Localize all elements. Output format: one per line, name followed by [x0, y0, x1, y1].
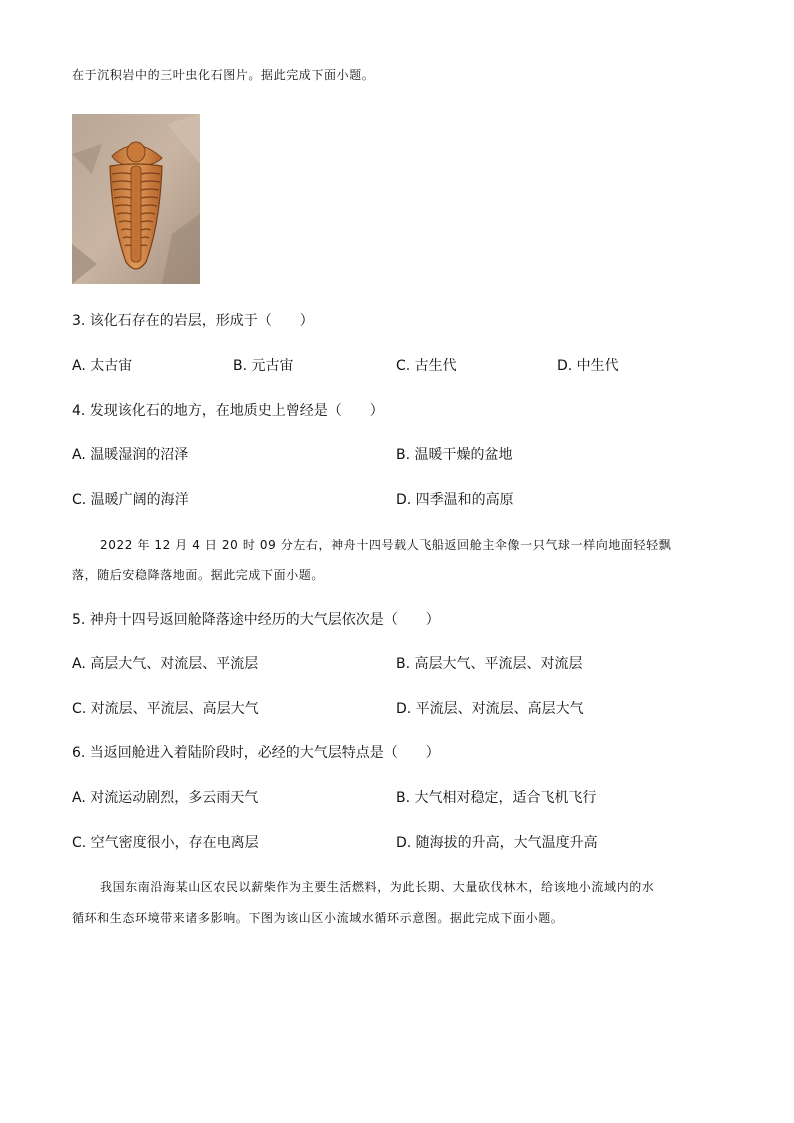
question-6-option-a: A. 对流运动剧烈，多云雨天气	[72, 790, 259, 806]
passage-3-line-2: 循环和生态环境带来诸多影响。下图为该山区小流域水循环示意图。据此完成下面小题。	[72, 911, 564, 925]
question-6-option-d: D. 随海拔的升高，大气温度升高	[396, 835, 598, 851]
question-4-stem: 4. 发现该化石的地方，在地质史上曾经是（ ）	[72, 403, 384, 419]
trilobite-fossil-image	[72, 114, 200, 284]
passage-2-line-1: 2022 年 12 月 4 日 20 时 09 分左右，神舟十四号载人飞船返回舱主伞像一只气球一样向地面轻轻飘	[100, 538, 672, 552]
question-3-option-c: C. 古生代	[396, 358, 457, 374]
question-6-option-c: C. 空气密度很小，存在电离层	[72, 835, 259, 851]
question-6-option-b: B. 大气相对稳定，适合飞机飞行	[396, 790, 597, 806]
passage-3-line-1: 我国东南沿海某山区农民以薪柴作为主要生活燃料，为此长期、大量砍伐林木，给该地小流域内的水	[100, 880, 655, 894]
intro-text: 在于沉积岩中的三叶虫化石图片。据此完成下面小题。	[72, 68, 375, 82]
question-3-option-b: B. 元古宙	[233, 358, 294, 374]
question-4-option-b: B. 温暖干燥的盆地	[396, 447, 513, 463]
question-5-option-d: D. 平流层、对流层、高层大气	[396, 701, 584, 717]
question-4-option-a: A. 温暖湿润的沼泽	[72, 447, 189, 463]
question-5-option-b: B. 高层大气、平流层、对流层	[396, 656, 583, 672]
question-3-stem: 3. 该化石存在的岩层，形成于（ ）	[72, 313, 314, 329]
question-6-stem: 6. 当返回舱进入着陆阶段时，必经的大气层特点是（ ）	[72, 745, 440, 761]
question-5-stem: 5. 神舟十四号返回舱降落途中经历的大气层依次是（ ）	[72, 612, 440, 628]
question-3-option-d: D. 中生代	[557, 358, 619, 374]
question-5-option-c: C. 对流层、平流层、高层大气	[72, 701, 259, 717]
question-3-option-a: A. 太古宙	[72, 358, 133, 374]
question-4-option-d: D. 四季温和的高原	[396, 492, 514, 508]
question-4-option-c: C. 温暖广阔的海洋	[72, 492, 189, 508]
question-5-option-a: A. 高层大气、对流层、平流层	[72, 656, 259, 672]
passage-2-line-2: 落，随后安稳降落地面。据此完成下面小题。	[72, 568, 325, 582]
